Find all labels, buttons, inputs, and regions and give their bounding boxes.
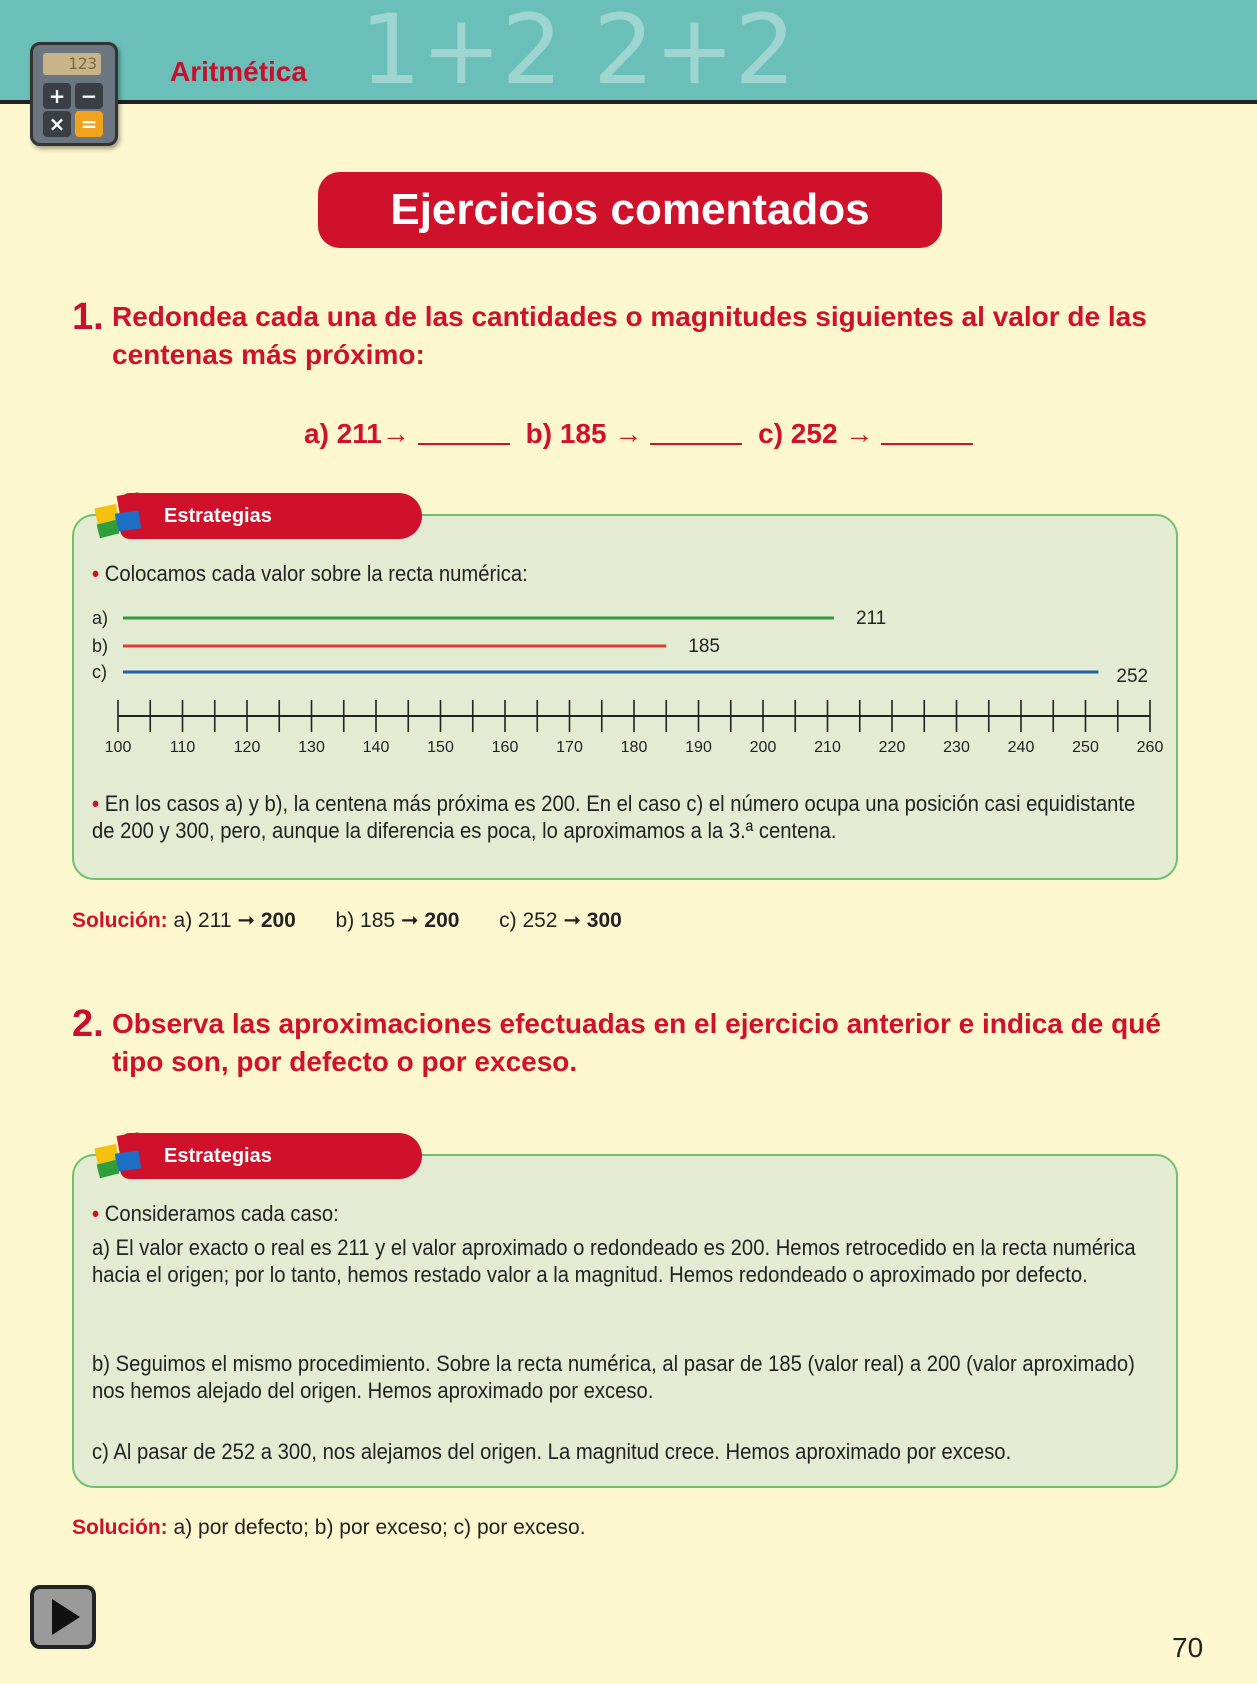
tick-label: 120: [233, 739, 261, 756]
box1-bullet-1: • Colocamos cada valor sobre la recta numérica:: [92, 561, 528, 586]
strategies-box-1: [72, 514, 1178, 880]
series-label: c): [92, 662, 107, 682]
times-key-icon: ×: [43, 111, 71, 137]
tick-label: 180: [620, 739, 648, 756]
exercise-row: [304, 418, 981, 450]
solution-c: c) 252: [499, 909, 558, 932]
tick-label: 240: [1007, 739, 1035, 756]
data-label: 211: [855, 608, 887, 629]
tick-label: 260: [1136, 739, 1164, 756]
solution-text: a) por defecto; b) por exceso; c) por exceso.: [173, 1516, 586, 1539]
box2-bullet-1: • Consideramos cada caso:: [92, 1201, 339, 1226]
data-label: 185: [688, 636, 720, 657]
puzzle-icon: [90, 488, 158, 540]
strategies-box-2: [72, 1154, 1178, 1488]
tick-label: 150: [427, 739, 454, 756]
answer-blank-a[interactable]: [418, 443, 510, 445]
solution-label: Solución:: [72, 909, 168, 932]
box2-para-a: a) El valor exacto o real es 211 y el valor aproximado o redondeado es 200. Hemos retrocedido en la recta numérica hacia el origen; por lo tanto, hemos restado valor a la magnitud. Hemos redondeado o aproximado por defecto.: [92, 1235, 1136, 1287]
box2-para-c: c) Al pasar de 252 a 300, nos alejamos del origen. La magnitud crece. Hemos aproximado por exceso.: [92, 1439, 1012, 1464]
tick-label: 160: [491, 739, 519, 756]
question-text: Redondea cada una de las cantidades o magnitudes siguientes al valor de las centenas más próximo:: [112, 301, 1147, 370]
section-label: Aritmética: [170, 56, 307, 87]
solution-label: Solución:: [72, 1516, 168, 1539]
strategies-tab-2: Estrategias: [120, 1133, 422, 1179]
solution-2: [72, 1516, 586, 1540]
tick-label: 140: [362, 739, 390, 756]
page-number: 70: [1172, 1632, 1204, 1663]
series-label: b): [92, 636, 109, 656]
arrow-icon: ➞: [400, 909, 419, 932]
header-decoration: 1+2 2+2: [360, 0, 796, 104]
box1-bullet-2: • En los casos a) y b), la centena más próxima es 200. En el caso c) el número ocupa una posición casi equidistante de 200 y 300, pero, aunque la diferencia es poca, lo aproximamos a la 3.ª centena.: [92, 791, 1136, 843]
solution-b-result: 200: [424, 909, 460, 932]
solution-1: [72, 908, 622, 933]
box2-para-b: b) Seguimos el mismo procedimiento. Sobre la recta numérica, al pasar de 185 (valor real) a 200 (valor aproximado) nos hemos alejado del origen. Hemos aproximado por exceso.: [92, 1351, 1135, 1403]
exercise-a: a) 211→: [304, 418, 410, 449]
plus-key-icon: +: [43, 83, 71, 109]
question-number: 1.: [72, 296, 104, 338]
arrow-icon: ➞: [237, 909, 255, 932]
solution-a-result: 200: [260, 909, 296, 932]
equals-key-icon: =: [75, 111, 103, 137]
calculator-display: 123: [43, 53, 101, 75]
exercise-c: c) 252 →: [758, 418, 874, 449]
tick-label: 170: [556, 739, 583, 756]
calculator-icon: [30, 42, 118, 146]
play-button[interactable]: [30, 1585, 96, 1649]
tick-label: 200: [749, 739, 777, 756]
solution-c-result: 300: [586, 909, 622, 932]
tick-label: 220: [878, 739, 906, 756]
tick-label: 100: [104, 739, 132, 756]
page-title: Ejercicios comentados: [318, 172, 942, 248]
question-1: [72, 296, 1147, 370]
tick-label: 230: [943, 739, 970, 756]
series-label: a): [92, 608, 109, 628]
play-icon: [34, 1589, 92, 1645]
question-number: 2.: [72, 1003, 104, 1045]
tick-label: 190: [685, 739, 712, 756]
tick-label: 130: [298, 739, 325, 756]
question-text: Observa las aproximaciones efectuadas en el ejercicio anterior e indica de qué tipo son, por defecto o por exceso.: [112, 1008, 1161, 1077]
tick-label: 110: [169, 739, 196, 756]
tick-label: 250: [1072, 739, 1099, 756]
minus-key-icon: −: [75, 83, 103, 109]
answer-blank-c[interactable]: [881, 443, 973, 445]
exercise-b: b) 185 →: [525, 418, 643, 449]
data-label: 252: [1116, 666, 1149, 687]
number-line-chart: [74, 598, 1176, 768]
question-2: [72, 1003, 1161, 1077]
solution-a: a) 211: [173, 909, 232, 932]
tick-label: 210: [814, 739, 841, 756]
page-header: [0, 0, 1257, 104]
answer-blank-b[interactable]: [650, 443, 742, 445]
strategies-tab-1: Estrategias: [120, 493, 422, 539]
solution-b: b) 185: [335, 909, 396, 932]
puzzle-icon: [90, 1128, 158, 1180]
arrow-icon: ➞: [563, 909, 581, 932]
